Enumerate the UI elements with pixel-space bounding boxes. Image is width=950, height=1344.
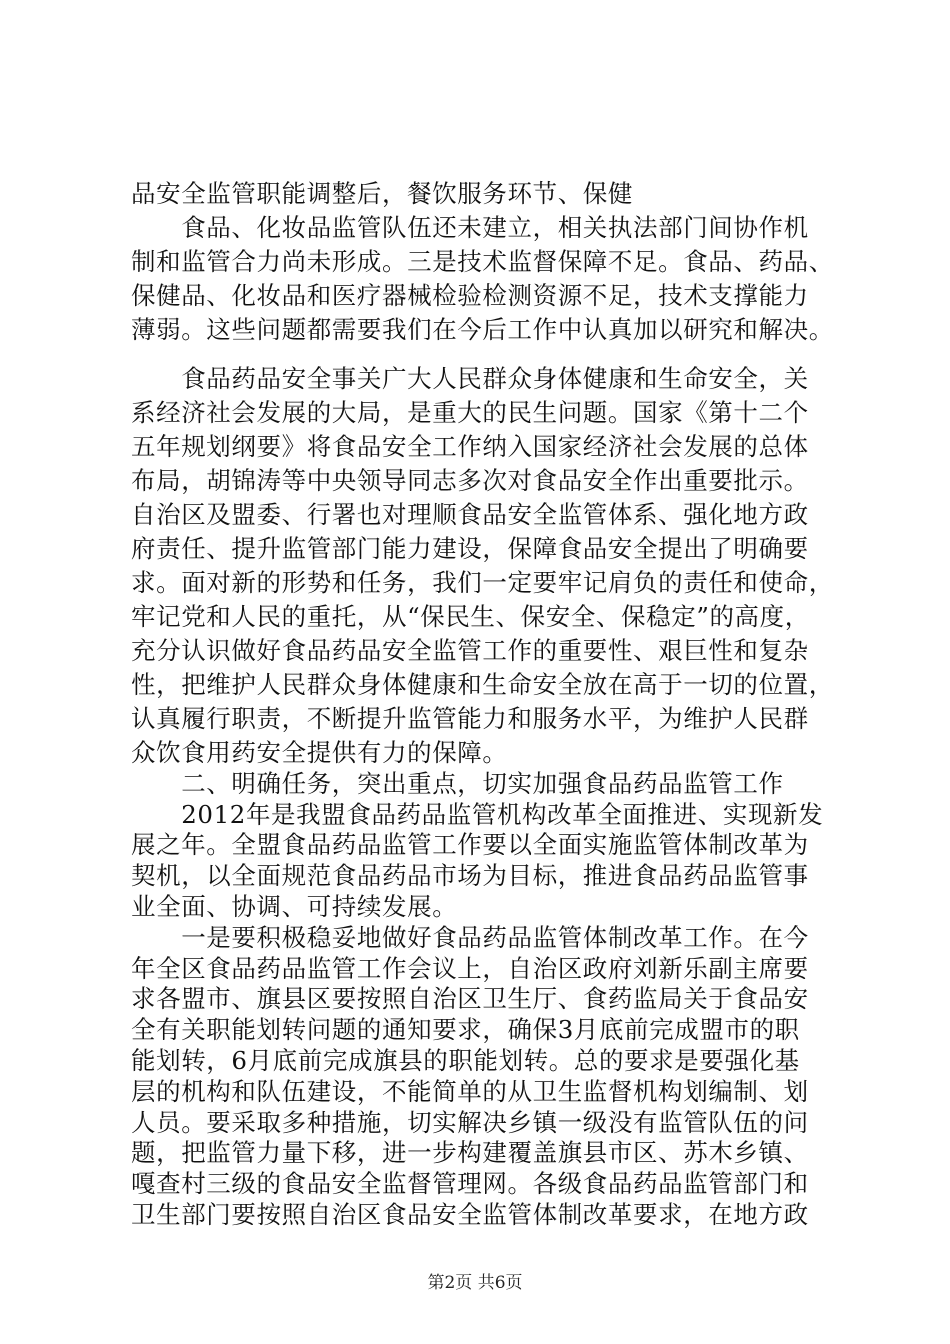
body-line: 五年规划纲要》将食品安全工作纳入国家经济社会发展的总体 [131, 432, 809, 461]
body-line: 认真履行职责，不断提升监管能力和服务水平，为维护人民群 [131, 704, 809, 733]
body-line: 求各盟市、旗县区要按照自治区卫生厅、食药监局关于食品安 [131, 984, 809, 1014]
body-line: 自治区及盟委、行署也对理顺食品安全监管体系、强化地方政 [131, 500, 809, 529]
body-line: 契机，以全面规范食品药品市场为目标，推进食品药品监管事 [131, 861, 809, 891]
body-line: 求。面对新的形势和任务，我们一定要牢记肩负的责任和使命， [131, 568, 834, 597]
body-line: 2012年是我盟食品药品监管机构改革全面推进、实现新发 [131, 799, 824, 829]
body-line: 嘎查村三级的食品安全监督管理网。各级食品药品监管部门和 [131, 1169, 809, 1199]
body-line: 全有关职能划转问题的通知要求，确保3月底前完成盟市的职 [131, 1015, 800, 1045]
body-line: 业全面、协调、可持续发展。 [131, 892, 458, 921]
body-line: 牢记党和人民的重托，从“保民生、保安全、保稳定”的高度， [131, 602, 810, 631]
body-line: 众饮食用药安全提供有力的保障。 [131, 738, 508, 767]
body-line: 食品、化妆品监管队伍还未建立，相关执法部门间协作机 [131, 213, 809, 242]
body-line: 年全区食品药品监管工作会议上，自治区政府刘新乐副主席要 [131, 953, 809, 983]
body-line: 卫生部门要按照自治区食品安全监管体制改革要求，在地方政 [131, 1200, 809, 1229]
body-line: 题，把监管力量下移，进一步构建覆盖旗县市区、苏木乡镇、 [131, 1138, 809, 1168]
body-line: 性，把维护人民群众身体健康和生命安全放在高于一切的位置， [131, 670, 834, 699]
body-line: 层的机构和队伍建设，不能简单的从卫生监督机构划编制、划 [131, 1076, 809, 1106]
page-number-footer: 第2页 共6页 [427, 1273, 523, 1293]
body-line: 制和监管合力尚未形成。三是技术监督保障不足。食品、药品、 [131, 247, 834, 276]
body-line: 薄弱。这些问题都需要我们在今后工作中认真加以研究和解决。 [131, 315, 834, 344]
body-line: 充分认识做好食品药品安全监管工作的重要性、艰巨性和复杂 [131, 636, 809, 665]
body-line: 保健品、化妆品和医疗器械检验检测资源不足，技术支撑能力 [131, 281, 809, 310]
body-line: 食品药品安全事关广大人民群众身体健康和生命安全，关 [131, 364, 809, 393]
body-line: 能划转，6月底前完成旗县的职能划转。总的要求是要强化基 [131, 1046, 800, 1075]
body-line: 府责任、提升监管部门能力建设，保障食品安全提出了明确要 [131, 534, 809, 563]
body-line: 系经济社会发展的大局，是重大的民生问题。国家《第十二个 [131, 398, 809, 427]
body-line: 展之年。全盟食品药品监管工作要以全面实施监管体制改革为 [131, 830, 809, 860]
body-line: 一是要积极稳妥地做好食品药品监管体制改革工作。在今 [131, 922, 809, 952]
body-line: 人员。要采取多种措施，切实解决乡镇一级没有监管队伍的问 [131, 1107, 809, 1137]
section-heading: 二、明确任务，突出重点，切实加强食品药品监管工作 [131, 768, 784, 798]
body-line: 品安全监管职能调整后，餐饮服务环节、保健 [131, 179, 633, 208]
body-line: 布局，胡锦涛等中央领导同志多次对食品安全作出重要批示。 [131, 466, 809, 495]
